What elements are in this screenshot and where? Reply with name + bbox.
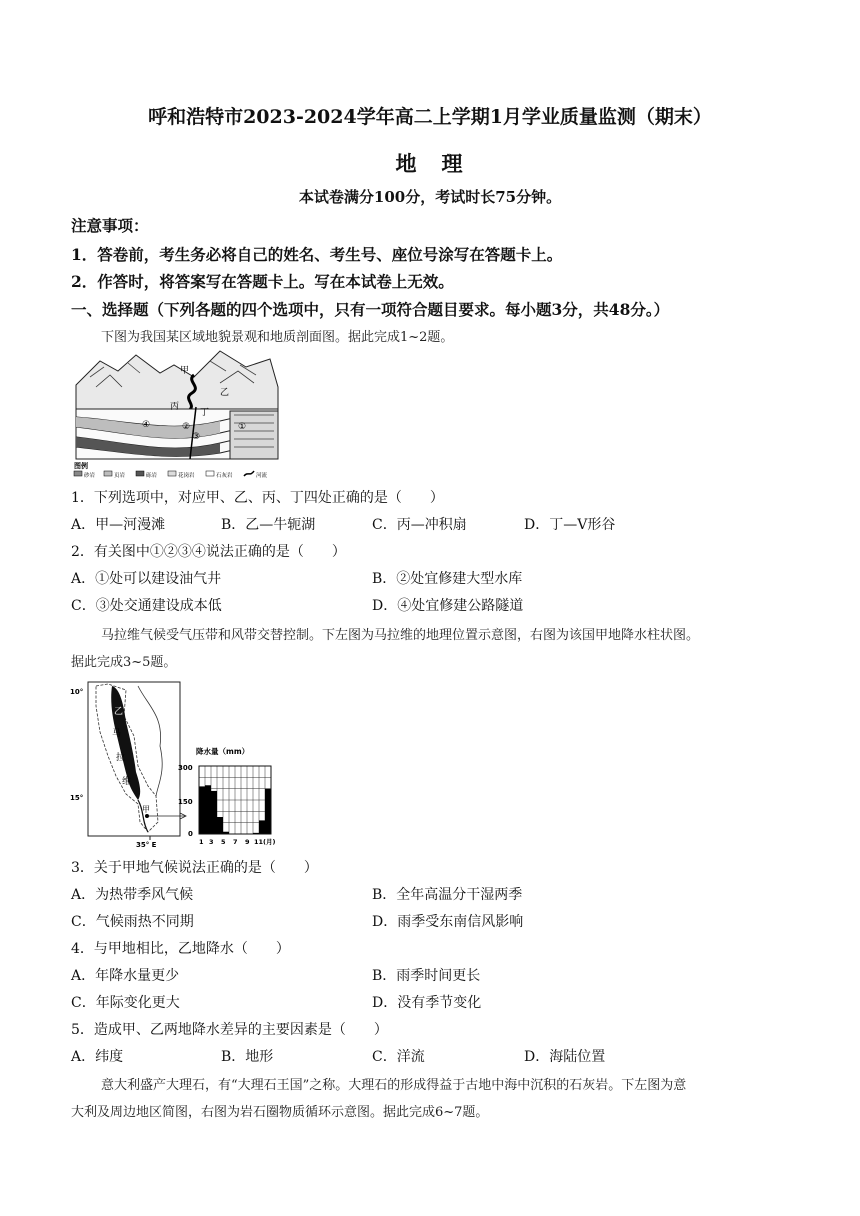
q4-option-a[interactable]: A．年降水量更少	[71, 968, 180, 984]
precip-bar-1	[199, 786, 205, 834]
label-ding: 丁	[200, 408, 210, 418]
q3-option-d[interactable]: D．雨季受东南信风影响	[372, 914, 524, 930]
x-tick: 7	[233, 838, 238, 846]
legend-sandstone: 砂岩	[84, 473, 96, 479]
question-5-stem: 5．造成甲、乙两地降水差异的主要因素是（ ）	[71, 1022, 388, 1038]
label-2: ②	[182, 422, 191, 432]
intro-paragraph: 意大利盛产大理石，有“大理石王国”之称。大理石的形成得益于古地中海中沉积的石灰岩。下左图为意	[101, 1078, 687, 1093]
legend-limestone: 石灰岩	[216, 473, 233, 479]
x-tick: 5	[221, 838, 226, 846]
legend-granite: 花岗岩	[178, 473, 195, 479]
q1-option-a[interactable]: A．甲—河漫滩	[71, 517, 166, 533]
precip-bar-11	[259, 820, 265, 834]
chart-title: 降水量（mm）	[196, 747, 250, 756]
x-tick: 1	[199, 838, 204, 846]
q4-option-c[interactable]: C．年际变化更大	[71, 995, 180, 1011]
legend-conglomerate: 砾岩	[146, 473, 158, 479]
map-label-yi: 乙	[114, 707, 124, 717]
x-tick: 11(月)	[254, 838, 276, 846]
q3-option-b[interactable]: B．全年高温分干湿两季	[372, 887, 523, 903]
malawi-location-map	[68, 676, 186, 850]
precip-bar-3	[211, 791, 217, 834]
exam-info: 本试卷满分100分，考试时长75分钟。	[298, 188, 562, 206]
y-tick: 0	[188, 830, 193, 838]
question-1-stem: 1．下列选项中，对应甲、乙、丙、丁四处正确的是（ ）	[71, 490, 444, 506]
intro-paragraph-cont: 据此完成3~5题。	[71, 655, 177, 670]
legend-shale: 页岩	[114, 473, 126, 479]
question-2-stem: 2．有关图中①②③④说法正确的是（ ）	[71, 544, 346, 560]
map-country-char: 马	[112, 729, 122, 739]
question-3-stem: 3．关于甲地气候说法正确的是（ ）	[71, 860, 318, 876]
precip-bar-12	[265, 789, 271, 834]
q1-option-c[interactable]: C．丙—冲积扇	[372, 517, 467, 533]
subject-title: 地 理	[395, 151, 465, 176]
label-4: ④	[142, 420, 151, 430]
notice-item: 1．答卷前，考生务必将自己的姓名、考生号、座位号涂写在答题卡上。	[71, 245, 563, 264]
x-tick: 3	[209, 838, 214, 846]
exam-title: 呼和浩特市2023-2024学年高二上学期1月学业质量监测（期末）	[148, 106, 712, 128]
q3-option-c[interactable]: C．气候雨热不同期	[71, 914, 194, 930]
q5-option-c[interactable]: C．洋流	[372, 1049, 425, 1065]
legend-river: 河流	[256, 473, 268, 479]
question-4-stem: 4．与甲地相比，乙地降水（ ）	[71, 941, 290, 957]
intro-paragraph-cont: 大利及周边地区简图，右图为岩石圈物质循环示意图。据此完成6~7题。	[71, 1105, 489, 1120]
q5-option-d[interactable]: D．海陆位置	[524, 1049, 606, 1065]
q2-option-d[interactable]: D．④处宜修建公路隧道	[372, 598, 524, 614]
q5-option-b[interactable]: B．地形	[221, 1049, 274, 1065]
q1-option-b[interactable]: B．乙—牛轭湖	[221, 517, 316, 533]
notice-heading: 注意事项：	[71, 216, 149, 235]
legend-title: 图例	[74, 462, 88, 470]
q5-option-a[interactable]: A．纬度	[71, 1049, 124, 1065]
map-country-char: 维	[122, 777, 132, 787]
q4-option-b[interactable]: B．雨季时间更长	[372, 968, 481, 984]
label-yi: 乙	[220, 388, 230, 398]
y-tick: 300	[178, 764, 193, 772]
map-country-char: 拉	[116, 753, 126, 763]
x-tick: 9	[245, 838, 250, 846]
precipitation-chart	[176, 744, 276, 850]
lat-10-label: 10°	[70, 688, 84, 696]
lon-35-label: 35° E	[136, 841, 157, 849]
geology-profile-figure	[70, 347, 282, 479]
q3-option-a[interactable]: A．为热带季风气候	[71, 887, 194, 903]
label-jia: 甲	[180, 366, 190, 376]
lat-15-label: 15°	[70, 794, 84, 802]
notice-item: 2．作答时，将答案写在答题卡上。写在本试卷上无效。	[71, 272, 454, 291]
q1-option-d[interactable]: D．丁—V形谷	[524, 517, 616, 533]
map-label-jia: 甲	[142, 805, 150, 814]
q2-option-a[interactable]: A．①处可以建设油气井	[71, 571, 222, 587]
q4-option-d[interactable]: D．没有季节变化	[372, 995, 482, 1011]
section-heading: 一、选择题（下列各题的四个选项中，只有一项符合题目要求。每小题3分，共48分。）	[71, 300, 670, 319]
label-bing: 丙	[170, 402, 180, 412]
label-3: ③	[192, 432, 201, 442]
q2-option-b[interactable]: B．②处宜修建大型水库	[372, 571, 523, 587]
label-1: ①	[238, 422, 247, 432]
precip-bar-4	[217, 817, 223, 834]
precip-bar-2	[205, 785, 211, 834]
q2-option-c[interactable]: C．③处交通建设成本低	[71, 598, 222, 614]
y-tick: 150	[178, 798, 193, 806]
intro-paragraph: 下图为我国某区域地貌景观和地质剖面图。据此完成1~2题。	[101, 330, 454, 345]
intro-paragraph: 马拉维气候受气压带和风带交替控制。下左图为马拉维的地理位置示意图，右图为该国甲地降水柱状图。	[101, 628, 700, 643]
